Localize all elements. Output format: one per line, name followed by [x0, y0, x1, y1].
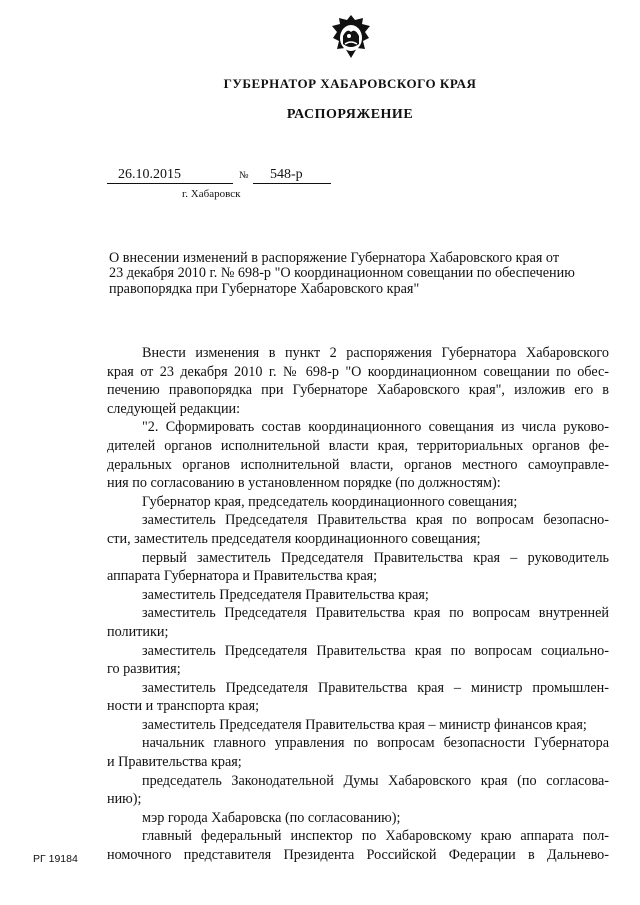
body-line: и Правительства края; — [107, 754, 242, 771]
body-line: дителей органов исполнительной власти края, территориальных органов фе- — [107, 437, 609, 454]
document-body — [107, 344, 609, 865]
subject-line: правопорядка при Губернаторе Хабаровского края" — [109, 280, 420, 297]
body-line: Губернатор края, председатель координационного совещания; — [142, 493, 518, 510]
document-city: г. Хабаровск — [182, 188, 241, 200]
number-sign: № — [239, 170, 249, 181]
body-line: деральных органов исполнительной власти, органов местного самоуправле- — [107, 456, 609, 473]
document-type: РАСПОРЯЖЕНИЕ — [286, 107, 414, 122]
body-line: заместитель Председателя Правительства края – министр финансов края; — [142, 716, 587, 733]
body-line: заместитель Председателя Правительства края; — [142, 586, 429, 603]
body-line: заместитель Председателя Правительства края по вопросам внутренней — [142, 605, 609, 622]
body-line: мэр города Хабаровска (по согласованию); — [142, 809, 401, 826]
authority-title: ГУБЕРНАТОР ХАБАРОВСКОГО КРАЯ — [223, 76, 477, 91]
body-line: заместитель Председателя Правительства края по вопросам социально- — [142, 642, 609, 659]
coat-of-arms-icon — [329, 14, 373, 62]
body-line: заместитель Председателя Правительства края – министр промышлен- — [142, 679, 609, 696]
registry-code: РГ 19184 — [33, 853, 78, 865]
body-line: следующей редакции: — [107, 400, 241, 417]
body-line: политики; — [107, 623, 169, 640]
body-line: председатель Законодательной Думы Хабаровского края (по согласова- — [142, 772, 609, 789]
body-line: го развития; — [107, 661, 181, 678]
body-line: ния по согласованию в установленном порядке (по должностям): — [107, 475, 501, 492]
date-underline — [107, 183, 233, 184]
body-line: сти, заместитель председателя координационного совещания; — [107, 530, 481, 547]
subject-line: О внесении изменений в распоряжение Губернатора Хабаровского края от — [109, 250, 560, 266]
body-line: аппарата Губернатора и Правительства края; — [107, 568, 378, 585]
body-line: края от 23 декабря 2010 г. № 698-р "О координационном совещании по обес- — [107, 363, 609, 380]
body-line: первый заместитель Председателя Правительства края – руководитель — [142, 549, 609, 566]
body-line: начальник главного управления по вопросам безопасности Губернатора — [142, 735, 609, 752]
body-line: заместитель Председателя Правительства края по вопросам безопасно- — [142, 512, 609, 529]
body-line: главный федеральный инспектор по Хабаровскому краю аппарата пол- — [142, 828, 609, 845]
subject-line: 23 декабря 2010 г. № 698-р "О координационном совещании по обеспечению — [109, 265, 575, 282]
body-line: "2. Сформировать состав координационного совещания из числа руково- — [142, 419, 609, 436]
document-subject — [109, 251, 609, 297]
body-line: ности и транспорта края; — [107, 698, 260, 715]
document-number: 548-р — [270, 167, 303, 182]
body-line: нию); — [107, 791, 142, 808]
body-line: печению правопорядка при Губернаторе Хабаровского края", изложив его в — [107, 382, 609, 399]
body-line: Внести изменения в пункт 2 распоряжения Губернатора Хабаровского — [142, 345, 609, 361]
body-line: номочного представителя Президента Российской Федерации в Дальнево- — [107, 847, 609, 864]
number-underline — [253, 183, 331, 184]
document-date: 26.10.2015 — [118, 167, 181, 182]
